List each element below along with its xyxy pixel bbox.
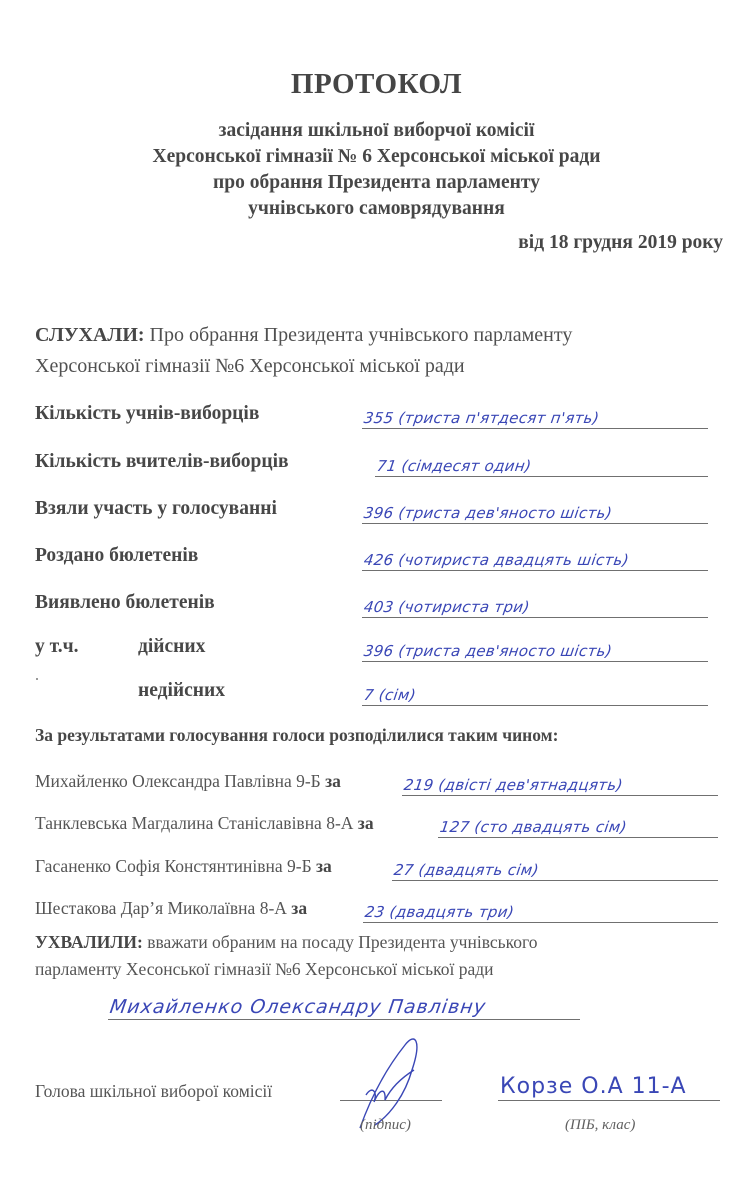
candidate-name: Шестакова Дар’я Миколаївна 8-А — [35, 898, 287, 918]
candidate-name: Михайленко Олександра Павлівна 9-Б — [35, 771, 321, 791]
subtitle-line-1: засідання шкільної виборчої комісії — [218, 120, 535, 141]
candidate-votes: 27 (двадцять сім) — [392, 861, 541, 879]
candidate-votes: 219 (двісті дев'ятнадцять) — [402, 776, 624, 794]
stat-value-teachers: 71 (сімдесят один) — [375, 457, 533, 475]
stat-value-participated: 396 (триста дев'яносто шість) — [362, 504, 614, 522]
candidate-votes-field-1 — [402, 767, 718, 796]
subtitle-line-3: про обрання Президента парламенту — [213, 172, 540, 193]
stat-prefix-including: у т.ч. — [35, 636, 79, 657]
document-title: ПРОТОКОЛ — [290, 68, 463, 100]
signature-caption: (підпис) — [360, 1117, 411, 1133]
candidate-votes: 23 (двадцять три) — [363, 903, 516, 921]
stat-field-invalid — [362, 677, 708, 706]
candidate-votes-field-2 — [438, 809, 718, 838]
stat-field-valid — [362, 633, 708, 662]
candidate-row-3 — [35, 856, 332, 877]
decided-line-2: парламенту Хесонської гімназії №6 Херсонської міської ради — [35, 959, 494, 979]
candidate-row-1 — [35, 771, 341, 792]
stray-dot — [36, 678, 38, 680]
stat-field-distributed — [362, 542, 708, 571]
chair-name-field — [498, 1068, 720, 1101]
candidate-name: Гасаненко Софія Констянтинівна 9-Б — [35, 856, 312, 876]
decided-text-1: вважати обраним на посаду Президента учнівського — [147, 932, 538, 952]
for-word: за — [357, 813, 374, 833]
elected-name-field — [108, 987, 580, 1020]
stat-value-valid: 396 (триста дев'яносто шість) — [362, 642, 614, 660]
for-word: за — [325, 771, 341, 791]
elected-name: Михайленко Олександру Павлівну — [108, 996, 488, 1018]
decided-label: УХВАЛИЛИ: — [35, 932, 143, 952]
candidate-name: Танклевська Магдалина Станіславівна 8-А — [35, 813, 354, 833]
candidate-row-4 — [35, 898, 307, 919]
document-date: від 18 грудня 2019 року — [518, 232, 723, 253]
stat-field-participated — [362, 495, 708, 524]
name-caption: (ПІБ, клас) — [565, 1117, 636, 1133]
stat-label-teachers: Кількість вчителів-виборців — [35, 451, 289, 472]
stat-field-teachers — [375, 448, 708, 477]
candidate-votes-field-3 — [392, 852, 718, 881]
for-word: за — [316, 856, 332, 876]
decided-line-1 — [35, 932, 537, 953]
stat-value-invalid: 7 (сім) — [362, 686, 418, 704]
stat-value-distributed: 426 (чотириста двадцять шість) — [362, 551, 631, 569]
heard-line-1 — [35, 324, 572, 347]
chair-name: Корзе О.А 11-А — [500, 1074, 687, 1099]
candidate-votes: 127 (сто двадцять сім) — [438, 818, 628, 836]
stat-field-found — [362, 589, 708, 618]
candidate-votes-field-4 — [363, 894, 718, 923]
heard-text-1: Про обрання Президента учнівського парламенту — [149, 324, 573, 346]
stat-label-found: Виявлено бюлетенів — [35, 592, 215, 613]
heard-line-2: Херсонської гімназії №6 Херсонської міської ради — [35, 355, 465, 377]
for-word: за — [291, 898, 308, 918]
candidate-row-2 — [35, 813, 374, 834]
stat-label-distributed: Роздано бюлетенів — [35, 545, 199, 566]
stat-value-students: 355 (триста п'ятдесят п'ять) — [362, 409, 601, 427]
subtitle-line-4: учнівського самоврядування — [248, 198, 505, 219]
chair-role-label: Голова шкільної виборої комісії — [35, 1081, 273, 1101]
results-heading: За результатами голосування голоси розподілилися таким чином: — [35, 725, 559, 745]
heard-label: СЛУХАЛИ: — [35, 324, 145, 346]
subtitle-line-2: Херсонської гімназії № 6 Херсонської міської ради — [152, 146, 601, 167]
stat-field-students — [362, 400, 708, 429]
stat-label-valid: дійсних — [138, 636, 206, 657]
stat-label-participated: Взяли участь у голосуванні — [35, 498, 277, 519]
stat-label-invalid: недійсних — [138, 680, 226, 701]
stat-label-students: Кількість учнів-виборців — [35, 403, 260, 424]
stat-value-found: 403 (чотириста три) — [362, 598, 531, 616]
